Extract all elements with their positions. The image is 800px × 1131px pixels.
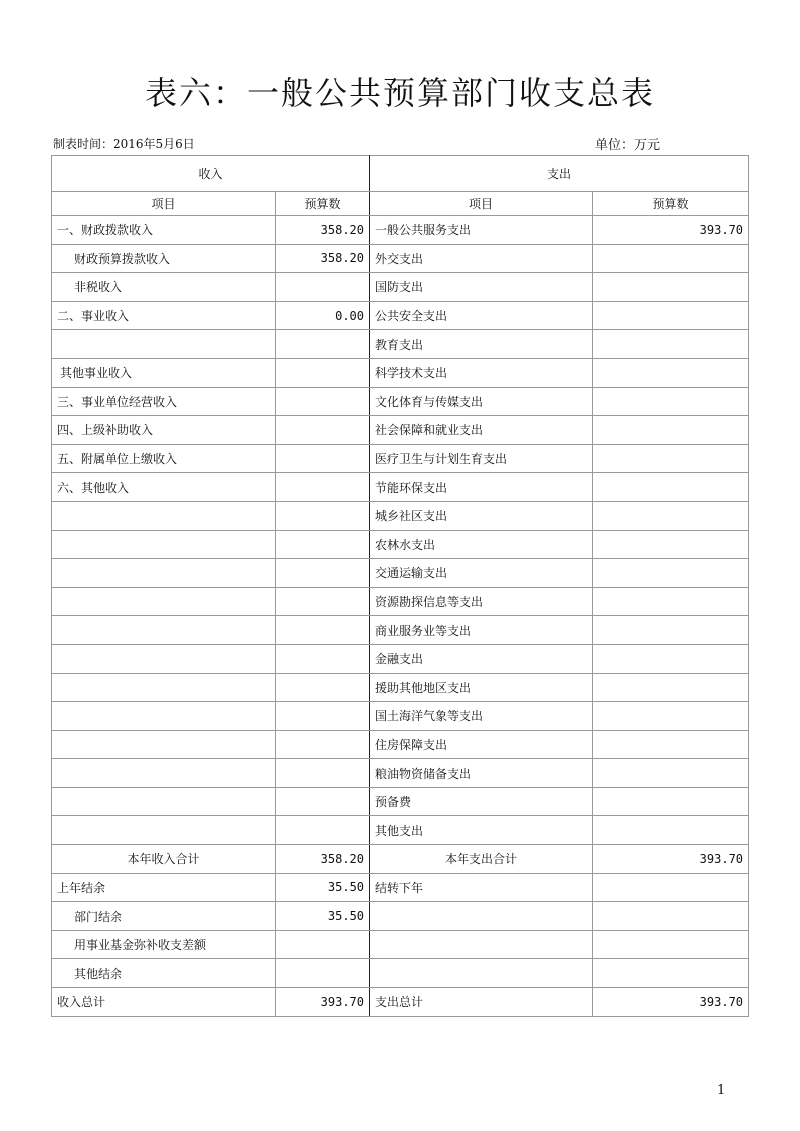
grand-income-total-label: 收入总计 (52, 988, 276, 1017)
income-value-cell (276, 644, 370, 673)
table-row (52, 301, 749, 330)
expense-item-cell: 农林水支出 (370, 530, 593, 559)
expense-value-cell (593, 473, 749, 502)
page-number: 1 (717, 1083, 726, 1098)
grand-expense-total-value: 393.70 (593, 988, 749, 1017)
income-value-cell: 35.50 (276, 873, 370, 902)
income-item-cell (52, 559, 276, 588)
income-item-cell (52, 644, 276, 673)
expense-value-cell (593, 273, 749, 302)
expense-value-cell (593, 702, 749, 731)
income-value-cell (276, 358, 370, 387)
expense-value-cell (593, 587, 749, 616)
expense-value-cell (593, 902, 749, 931)
income-value-cell (276, 387, 370, 416)
expense-item-cell: 其他支出 (370, 816, 593, 845)
budget-table-body (52, 156, 749, 1017)
expense-value-cell (593, 673, 749, 702)
income-item-cell (52, 702, 276, 731)
income-value-cell (276, 787, 370, 816)
table-row (52, 616, 749, 645)
expense-value-cell: 393.70 (593, 216, 749, 245)
expense-item-cell: 援助其他地区支出 (370, 673, 593, 702)
expense-value-cell (593, 930, 749, 959)
table-row (52, 759, 749, 788)
expense-item-cell: 公共安全支出 (370, 301, 593, 330)
table-row (52, 673, 749, 702)
expense-item-cell: 外交支出 (370, 244, 593, 273)
expense-item-cell: 教育支出 (370, 330, 593, 359)
expense-item-cell: 住房保障支出 (370, 730, 593, 759)
income-item-cell: 非税收入 (52, 273, 276, 302)
income-value-cell (276, 444, 370, 473)
expense-value-cell (593, 730, 749, 759)
table-row (52, 530, 749, 559)
income-item-cell (52, 787, 276, 816)
income-item-cell: 其他结余 (52, 959, 276, 988)
expense-item-cell: 资源勘探信息等支出 (370, 587, 593, 616)
expense-item-cell: 科学技术支出 (370, 358, 593, 387)
income-value-cell (276, 559, 370, 588)
income-value-cell (276, 930, 370, 959)
year-income-total-label: 本年收入合计 (52, 845, 276, 874)
income-value-cell (276, 330, 370, 359)
income-item-cell (52, 501, 276, 530)
year-income-total-value: 358.20 (276, 845, 370, 874)
income-item-cell (52, 759, 276, 788)
table-row (52, 644, 749, 673)
table-row (52, 587, 749, 616)
expense-item-cell: 交通运输支出 (370, 559, 593, 588)
income-item-header: 项目 (52, 192, 276, 216)
income-item-cell: 部门结余 (52, 902, 276, 931)
income-value-cell (276, 530, 370, 559)
income-item-cell: 六、其他收入 (52, 473, 276, 502)
income-value-cell (276, 730, 370, 759)
year-expense-total-label: 本年支出合计 (370, 845, 593, 874)
expense-value-cell (593, 444, 749, 473)
balance-row (52, 873, 749, 902)
table-row (52, 330, 749, 359)
table-row (52, 273, 749, 302)
section-header-row (52, 156, 749, 192)
income-item-cell (52, 816, 276, 845)
balance-row (52, 959, 749, 988)
table-row (52, 444, 749, 473)
expense-value-cell (593, 616, 749, 645)
income-item-cell: 四、上级补助收入 (52, 416, 276, 445)
income-item-cell (52, 530, 276, 559)
expense-value-cell (593, 301, 749, 330)
expense-value-cell (593, 244, 749, 273)
expense-item-cell: 文化体育与传媒支出 (370, 387, 593, 416)
expense-item-cell: 金融支出 (370, 644, 593, 673)
income-value-cell (276, 673, 370, 702)
income-item-cell (52, 730, 276, 759)
expense-item-header: 项目 (370, 192, 593, 216)
expense-value-cell (593, 330, 749, 359)
expense-value-cell (593, 530, 749, 559)
income-item-cell (52, 616, 276, 645)
grand-expense-total-label: 支出总计 (370, 988, 593, 1017)
unit-label: 单位：万元 (595, 138, 661, 153)
expense-value-cell (593, 759, 749, 788)
table-row (52, 387, 749, 416)
grand-income-total-value: 393.70 (276, 988, 370, 1017)
expense-value-cell (593, 559, 749, 588)
table-row (52, 559, 749, 588)
expense-item-cell: 国土海洋气象等支出 (370, 702, 593, 731)
expense-value-cell (593, 644, 749, 673)
page-title: 表六：一般公共预算部门收支总表 (144, 74, 655, 112)
date-label: 制表时间：2016年5月6日 (53, 137, 195, 151)
balance-row (52, 930, 749, 959)
expense-item-cell (370, 959, 593, 988)
table-row (52, 244, 749, 273)
income-value-cell (276, 501, 370, 530)
expense-section-header: 支出 (370, 156, 749, 192)
table-row (52, 730, 749, 759)
expense-item-cell: 粮油物资储备支出 (370, 759, 593, 788)
income-item-cell: 五、附属单位上缴收入 (52, 444, 276, 473)
income-value-cell (276, 416, 370, 445)
income-item-cell: 三、事业单位经营收入 (52, 387, 276, 416)
income-item-cell: 上年结余 (52, 873, 276, 902)
expense-value-cell (593, 873, 749, 902)
year-total-row (52, 845, 749, 874)
income-item-cell: 用事业基金弥补收支差额 (52, 930, 276, 959)
income-value-cell: 358.20 (276, 244, 370, 273)
expense-item-cell: 结转下年 (370, 873, 593, 902)
income-item-cell (52, 330, 276, 359)
balance-row (52, 902, 749, 931)
income-value-cell (276, 616, 370, 645)
income-value-cell (276, 273, 370, 302)
expense-item-cell: 医疗卫生与计划生育支出 (370, 444, 593, 473)
table-row (52, 416, 749, 445)
year-expense-total-value: 393.70 (593, 845, 749, 874)
budget-table (51, 155, 749, 1017)
table-row (52, 787, 749, 816)
expense-value-cell (593, 387, 749, 416)
income-value-cell: 358.20 (276, 216, 370, 245)
expense-budget-header: 预算数 (593, 192, 749, 216)
income-item-cell (52, 587, 276, 616)
expense-item-cell: 国防支出 (370, 273, 593, 302)
table-row (52, 501, 749, 530)
income-section-header: 收入 (52, 156, 370, 192)
income-item-cell: 二、事业收入 (52, 301, 276, 330)
income-value-cell (276, 473, 370, 502)
income-value-cell (276, 816, 370, 845)
expense-item-cell (370, 902, 593, 931)
expense-value-cell (593, 501, 749, 530)
income-item-cell (52, 673, 276, 702)
table-row (52, 816, 749, 845)
table-row (52, 216, 749, 245)
expense-item-cell: 预备费 (370, 787, 593, 816)
expense-value-cell (593, 416, 749, 445)
grand-total-row (52, 988, 749, 1017)
income-value-cell: 35.50 (276, 902, 370, 931)
income-item-cell: 一、财政拨款收入 (52, 216, 276, 245)
expense-item-cell: 节能环保支出 (370, 473, 593, 502)
income-budget-header: 预算数 (276, 192, 370, 216)
table-row (52, 358, 749, 387)
expense-value-cell (593, 959, 749, 988)
expense-value-cell (593, 358, 749, 387)
income-value-cell (276, 759, 370, 788)
table-row (52, 702, 749, 731)
expense-item-cell (370, 930, 593, 959)
expense-item-cell: 商业服务业等支出 (370, 616, 593, 645)
income-item-cell: 其他事业收入 (52, 358, 276, 387)
income-value-cell (276, 959, 370, 988)
income-item-cell: 财政预算拨款收入 (52, 244, 276, 273)
table-row (52, 473, 749, 502)
income-value-cell: 0.00 (276, 301, 370, 330)
expense-value-cell (593, 816, 749, 845)
expense-item-cell: 社会保障和就业支出 (370, 416, 593, 445)
income-value-cell (276, 702, 370, 731)
column-header-row (52, 192, 749, 216)
income-value-cell (276, 587, 370, 616)
expense-item-cell: 城乡社区支出 (370, 501, 593, 530)
expense-value-cell (593, 787, 749, 816)
expense-item-cell: 一般公共服务支出 (370, 216, 593, 245)
